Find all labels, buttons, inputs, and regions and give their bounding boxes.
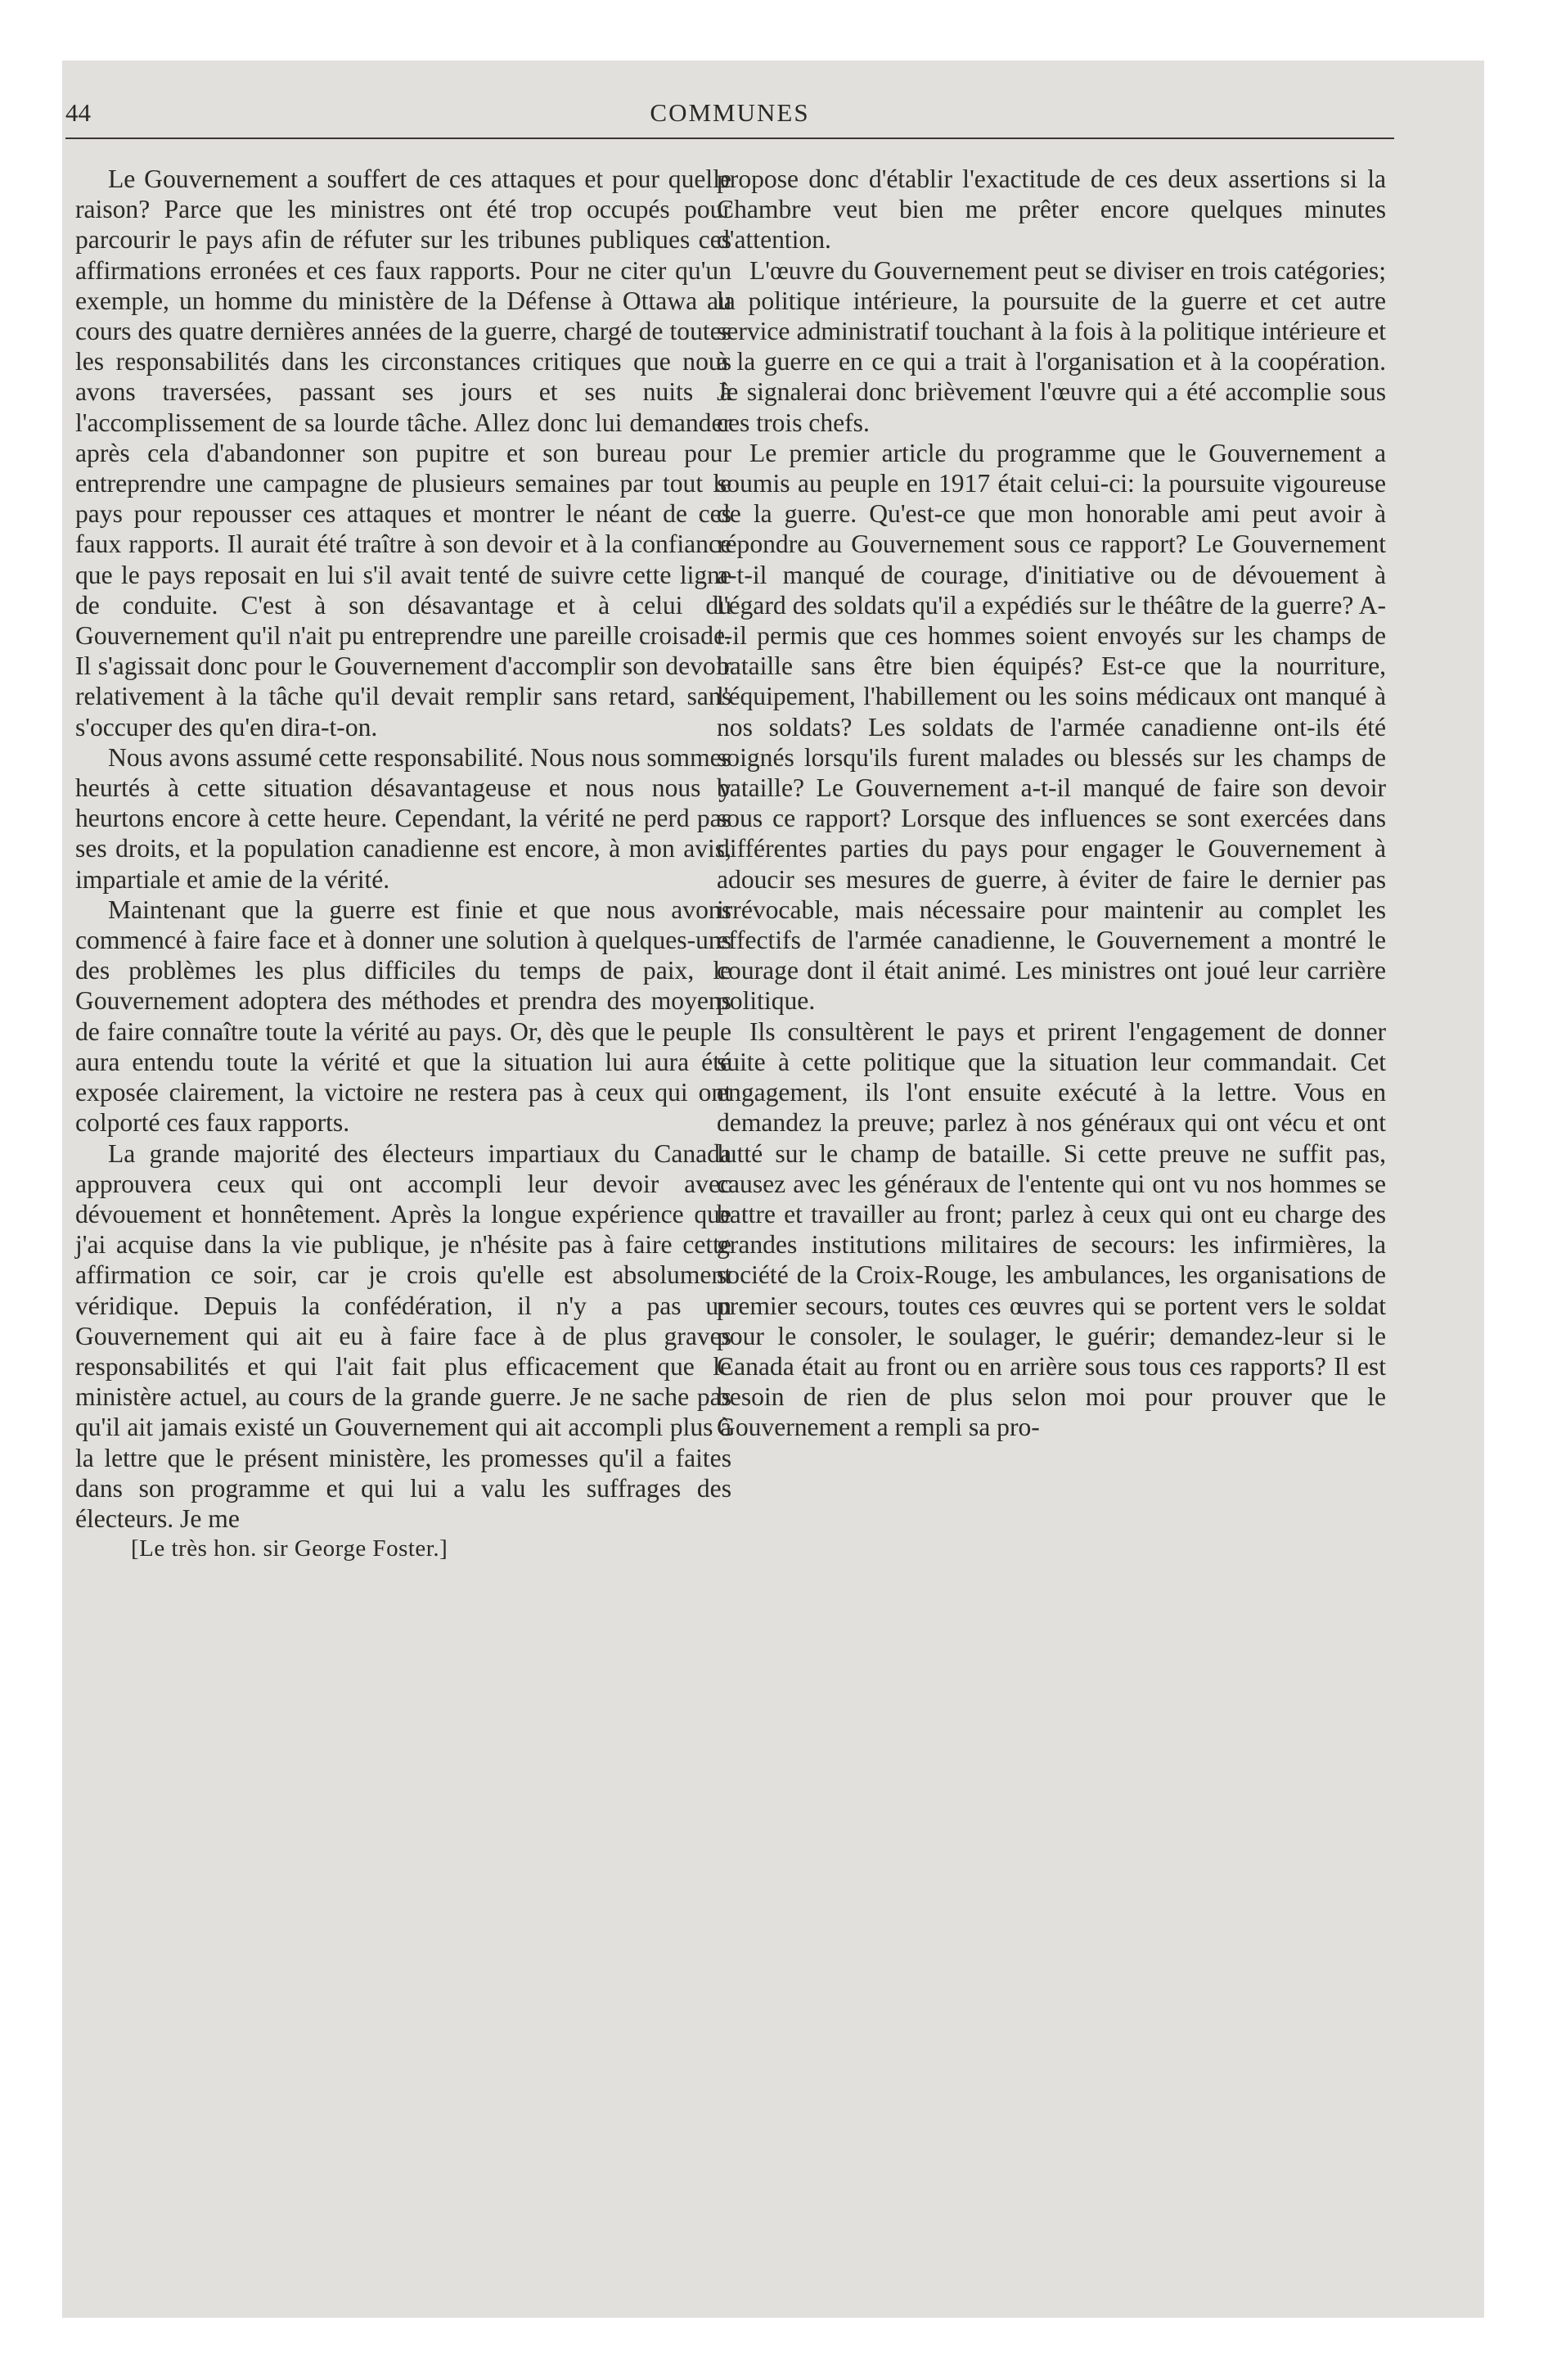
header-rule [65,137,1394,139]
right-column [717,164,1386,2243]
paragraph-continuation: propose donc d'établir l'exactitude de ces deux assertions si la Chambre veut bien me prêter encore quelques minutes d'attention. [717,165,1386,255]
left-column [75,164,731,2243]
paragraph: Maintenant que la guerre est finie et que nous avons commencé à faire face et à donner une solution à quelques-uns des problèmes les plus difficiles du temps de paix, le Gouvernement adoptera des méthodes et prendra des moyens de faire connaître toute la vérité au pays. Or, dès que le peuple aura entendu toute la vérité et que la situation lui aura été exposée clairement, la victoire ne restera pas à ceux qui ont colporté ces faux rapports. [75,895,731,1138]
speaker-note: [Le très hon. sir George Foster.] [131,1535,448,1562]
running-title: COMMUNES [650,98,810,127]
paragraph: Le Gouvernement a souffert de ces attaques et pour quelle raison? Parce que les ministres ont été trop occupés pour parcourir le pays afin de réfuter sur les tribunes publiques ces affirmations erronées et ces faux rapports. Pour ne citer qu'un exemple, un homme du ministère de la Défense à Ottawa au cours des quatre dernières années de la guerre, chargé de toutes les responsabilités dans les circonstances critiques que nous avons traversées, passant ses jours et ses nuits à l'accomplissement de sa lourde tâche. Allez donc lui demander après cela d'abandonner son pupitre et son bureau pour entreprendre une campagne de plusieurs semaines par tout le pays pour repousser ces attaques et montrer le néant de ces faux rapports. Il aurait été traître à son devoir et à la confiance que le pays reposait en lui s'il avait tenté de suivre cette ligne de conduite. C'est à son désavantage et à celui du Gouvernement qu'il n'ait pu entreprendre une pareille croisade. Il s'agissait donc pour le Gouvernement d'accomplir son devoir relativement à la tâche qu'il devait remplir sans retard, sans s'occuper des qu'en dira-t-on. [75,165,731,741]
paragraph: L'œuvre du Gouvernement peut se diviser en trois catégories; la politique intérieure, la poursuite de la guerre et cet autre service administratif touchant à la fois à la politique intérieure et à la guerre en ce qui a trait à l'organisation et à la coopération. Je signalerai donc brièvement l'œuvre qui a été accomplie sous ces trois chefs. [717,255,1386,437]
paragraph: Le premier article du programme que le Gouvernement a soumis au peuple en 1917 était celui-ci: la poursuite vigoureuse de la guerre. Qu'est-ce que mon honorable ami peut avoir à répondre au Gouvernement sous ce rapport? Le Gouvernement a-t-il manqué de courage, d'initiative ou de dévouement à l'égard des soldats qu'il a expédiés sur le théâtre de la guerre? A-t-il permis que ces hommes soient envoyés sur les champs de bataille sans être bien équipés? Est-ce que la nourriture, l'équipement, l'habillement ou les soins médicaux ont manqué à nos soldats? Les soldats de l'armée canadienne ont-ils été soignés lorsqu'ils furent malades ou blessés sur les champs de bataille? Le Gouvernement a-t-il manqué de faire son devoir sous ce rapport? Lorsque des influences se sont exercées dans différentes parties du pays pour engager le Gouvernement à adoucir ses mesures de guerre, à éviter de faire le dernier pas irrévocable, mais nécessaire pour maintenir au complet les effectifs de l'armée canadienne, le Gouvernement a montré le courage dont il était animé. Les ministres ont joué leur carrière politique. [717,438,1386,1016]
paragraph: Nous avons assumé cette responsabilité. Nous nous sommes heurtés à cette situation désavantageuse et nous nous y heurtons encore à cette heure. Cependant, la vérité ne perd pas ses droits, et la population canadienne est encore, à mon avis, impartiale et amie de la vérité. [75,742,731,894]
paragraph: Ils consultèrent le pays et prirent l'engagement de donner suite à cette politique que la situation leur commandait. Cet engagement, ils l'ont ensuite exécuté à la lettre. Vous en demandez la preuve; parlez à nos généraux qui ont vécu et ont lutté sur le champ de bataille. Si cette preuve ne suffit pas, causez avec les généraux de l'entente qui ont vu nos hommes se battre et travailler au front; parlez à ceux qui ont eu charge des grandes institutions militaires de secours: les infirmières, la société de la Croix-Rouge, les ambulances, les organisations de premier secours, toutes ces œuvres qui se portent vers le soldat pour le consoler, le soulager, le guérir; demandez-leur si le Canada était au front ou en arrière sous tous ces rapports? Il est besoin de rien de plus selon moi pour prouver que le Gouvernement a rempli sa pro- [717,1016,1386,1442]
page-number: 44 [65,98,91,127]
page-header [65,88,1394,137]
paragraph: La grande majorité des électeurs impartiaux du Canada approuvera ceux qui ont accompli leur devoir avec dévouement et honnêtement. Après la longue expérience que j'ai acquise dans la vie publique, je n'hésite pas à faire cette affirmation ce soir, car je crois qu'elle est absolument véridique. Depuis la confédération, il n'y a pas un Gouvernement qui ait eu à faire face à de plus graves responsabilités et qui l'ait fait plus efficacement que le ministère actuel, au cours de la grande guerre. Je ne sache pas qu'il ait jamais existé un Gouvernement qui ait accompli plus à la lettre que le présent ministère, les promesses qu'il a faites dans son programme et qui lui a valu les suffrages des électeurs. Je me [75,1138,731,1533]
